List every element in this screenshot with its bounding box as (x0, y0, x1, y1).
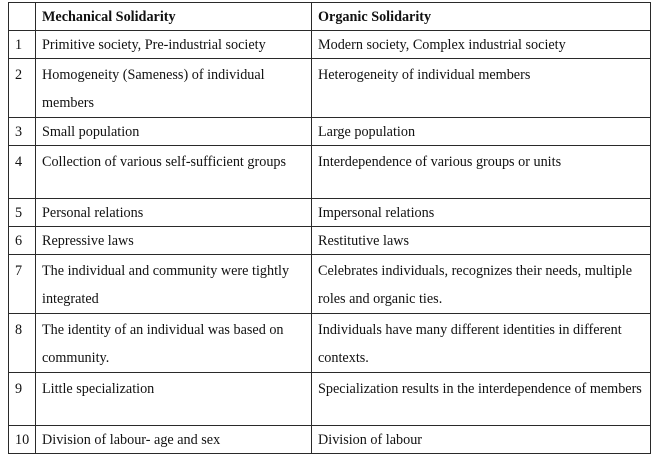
header-organic: Organic Solidarity (312, 3, 651, 31)
organic-cell: Restitutive laws (312, 227, 651, 255)
mechanical-cell: Small population (36, 118, 312, 146)
organic-cell: Specialization results in the interdependence of members (312, 373, 651, 426)
comparison-table-wrapper (8, 2, 651, 454)
row-number: 4 (9, 146, 36, 199)
organic-cell: Individuals have many different identities in different contexts. (312, 314, 651, 373)
header-mechanical: Mechanical Solidarity (36, 3, 312, 31)
row-number: 6 (9, 227, 36, 255)
row-number: 2 (9, 59, 36, 118)
mechanical-cell: Personal relations (36, 199, 312, 227)
table-row (9, 146, 651, 199)
table-row (9, 373, 651, 426)
mechanical-cell: The identity of an individual was based on community. (36, 314, 312, 373)
solidarity-comparison-table (8, 2, 651, 454)
row-number: 3 (9, 118, 36, 146)
mechanical-cell: Primitive society, Pre-industrial society (36, 31, 312, 59)
organic-cell: Impersonal relations (312, 199, 651, 227)
table-row (9, 314, 651, 373)
row-number: 9 (9, 373, 36, 426)
mechanical-cell: The individual and community were tightly integrated (36, 255, 312, 314)
organic-cell: Celebrates individuals, recognizes their needs, multiple roles and organic ties. (312, 255, 651, 314)
header-number (9, 3, 36, 31)
mechanical-cell: Division of labour- age and sex (36, 426, 312, 454)
organic-cell: Heterogeneity of individual members (312, 59, 651, 118)
mechanical-cell: Little specialization (36, 373, 312, 426)
organic-cell: Modern society, Complex industrial society (312, 31, 651, 59)
table-row (9, 199, 651, 227)
mechanical-cell: Collection of various self-sufficient groups (36, 146, 312, 199)
header-row (9, 3, 651, 31)
organic-cell: Large population (312, 118, 651, 146)
table-row (9, 31, 651, 59)
table-row (9, 255, 651, 314)
row-number: 8 (9, 314, 36, 373)
table-row (9, 426, 651, 454)
organic-cell: Interdependence of various groups or units (312, 146, 651, 199)
row-number: 1 (9, 31, 36, 59)
mechanical-cell: Repressive laws (36, 227, 312, 255)
table-row (9, 59, 651, 118)
organic-cell: Division of labour (312, 426, 651, 454)
row-number: 5 (9, 199, 36, 227)
mechanical-cell: Homogeneity (Sameness) of individual members (36, 59, 312, 118)
table-row (9, 227, 651, 255)
table-row (9, 118, 651, 146)
row-number: 7 (9, 255, 36, 314)
row-number: 10 (9, 426, 36, 454)
